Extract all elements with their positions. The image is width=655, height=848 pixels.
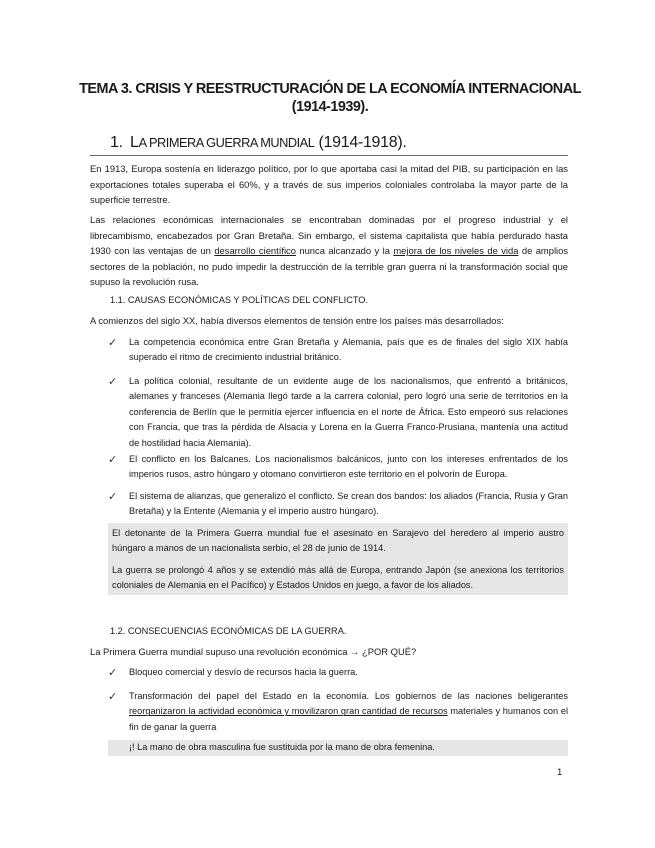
paragraph-text: nunca alcanzado y la — [295, 245, 394, 257]
checkmark-icon: ✓ — [108, 454, 118, 466]
detonante-text: El detonante de la Primera Guerra mundial fue el asesinato en Sarajevo del heredero al imperio austro húngaro a manos de un nacionalista serbio, el 28 de junio de 1914. — [112, 528, 564, 554]
checkmark-icon: ✓ — [108, 337, 118, 349]
section-heading-years: (1914-1918). — [314, 134, 407, 151]
consequence-text-part: Transformación del papel del Estado en la economía. Los gobiernos de las naciones beligerantes — [129, 691, 568, 701]
intro-paragraph-2 — [90, 212, 568, 290]
underlined-phrase-desarrollo: desarrollo científico — [214, 245, 296, 257]
section-number: 1. — [110, 134, 123, 151]
checkmark-icon: ✓ — [108, 376, 118, 388]
consequence-text-part: materiales y humanos con el fin de ganar la guerra — [129, 706, 568, 732]
final-note-box — [108, 740, 568, 756]
paragraph-text: Las relaciones económicas internacionales se encontraban dominadas por el progreso industrial y el librecambismo, encabezados por Gran Bretaña. Sin embargo, el sistema capitalista que había perdurado hasta 1930 con las ventajas de un — [90, 214, 568, 257]
section-heading-rule — [90, 155, 568, 156]
guerra-extension-text: La guerra se prolongó 4 años y se extendió más allá de Europa, entrando Japón (se anexiona los territorios coloniales de Alemania en el Pacífico) y Estados Unidos en juego, a favor de los aliados. — [112, 565, 564, 591]
consequence-text: Bloqueo comercial y desvío de recursos hacia la guerra. — [129, 667, 358, 677]
document-title-line2: (1914-1939). — [291, 99, 369, 115]
causes-lead: A comienzos del siglo XX, había diversos elementos de tensión entre los países más desarrollados: — [90, 315, 504, 326]
cause-text: El sistema de alianzas, que generalizó el conflicto. Se crean dos bandos: los aliados (Francia, Rusia y Gran Bretaña) y la Entente (Alemania y el imperio austro húngaro). — [129, 491, 568, 517]
checkmark-icon: ✓ — [108, 491, 118, 503]
subsection-heading-consecuencias: 1.2. CONSECUENCIAS ECONÓMICAS DE LA GUERRA. — [110, 626, 347, 636]
consequences-lead: La Primera Guerra mundial supuso una revolución económica → ¿POR QUÉ? — [90, 646, 417, 657]
checkmark-icon: ✓ — [108, 691, 118, 703]
subsection-heading-causas: 1.1. CAUSAS ECONÓMICAS Y POLÍTICAS DEL CONFLICTO. — [110, 295, 368, 305]
intro-paragraph-1: En 1913, Europa sostenía en liderazgo político, por lo que aportaba casi la mitad del PIB, su participación en las exportaciones totales superaba el 60%, y a través de sus imperios coloniales controlaba la mayor parte de la superficie terrestre. — [90, 163, 568, 206]
page-number: 1 — [557, 767, 563, 778]
cause-text: La política colonial, resultante de un evidente auge de los nacionalismos, que enfrentó a británicos, alemanes y franceses (Alemania llegó tarde a la carrera colonial, pero logró una serie de territorios en la conferencia de Berlín que le permitía ejercer influencia en el norte de África. Esto empeoró sus relaciones con Francia, que tras la pérdida de Alsacia y Lorena en la Guerra Franco-Prusiana, mantenía una actitud de hostilidad hacia Alemania). — [129, 376, 568, 448]
checkmark-icon: ✓ — [108, 667, 118, 679]
consequence-text — [129, 689, 568, 735]
paragraph-text: de amplios sectores de la población, no pudo impedir la destrucción de la terrible gran guerra ni la transformación social que supuso la revolución rusa. — [90, 245, 569, 288]
section-heading — [110, 133, 590, 153]
underlined-phrase-reorganizaron: reorganizaron la actividad económica y movilizaron gran cantidad de recursos — [129, 706, 448, 717]
final-note-text: ¡! La mano de obra masculina fue sustituida por la mano de obra femenina. — [129, 742, 435, 752]
cause-text: La competencia económica entre Gran Bretaña y Alemania, país que es de finales del siglo XIX había superado el ritmo de crecimiento industrial británico. — [129, 337, 568, 363]
underlined-phrase-niveles: mejora de los niveles de vida — [393, 245, 519, 257]
highlight-box — [108, 523, 568, 595]
section-heading-initial: L — [130, 134, 139, 151]
section-heading-smallcaps: A PRIMERA GUERRA MUNDIAL — [138, 135, 315, 150]
document-title-line1: TEMA 3. CRISIS Y REESTRUCTURACIÓN DE LA ECONOMÍA INTERNACIONAL — [79, 81, 581, 97]
cause-text: El conflicto en los Balcanes. Los nacionalismos balcánicos, junto con los intereses enfrentados de los imperios rusos, astro húngaro y otomano convirtieron este territorio en el polvorín de Europa. — [129, 454, 568, 480]
